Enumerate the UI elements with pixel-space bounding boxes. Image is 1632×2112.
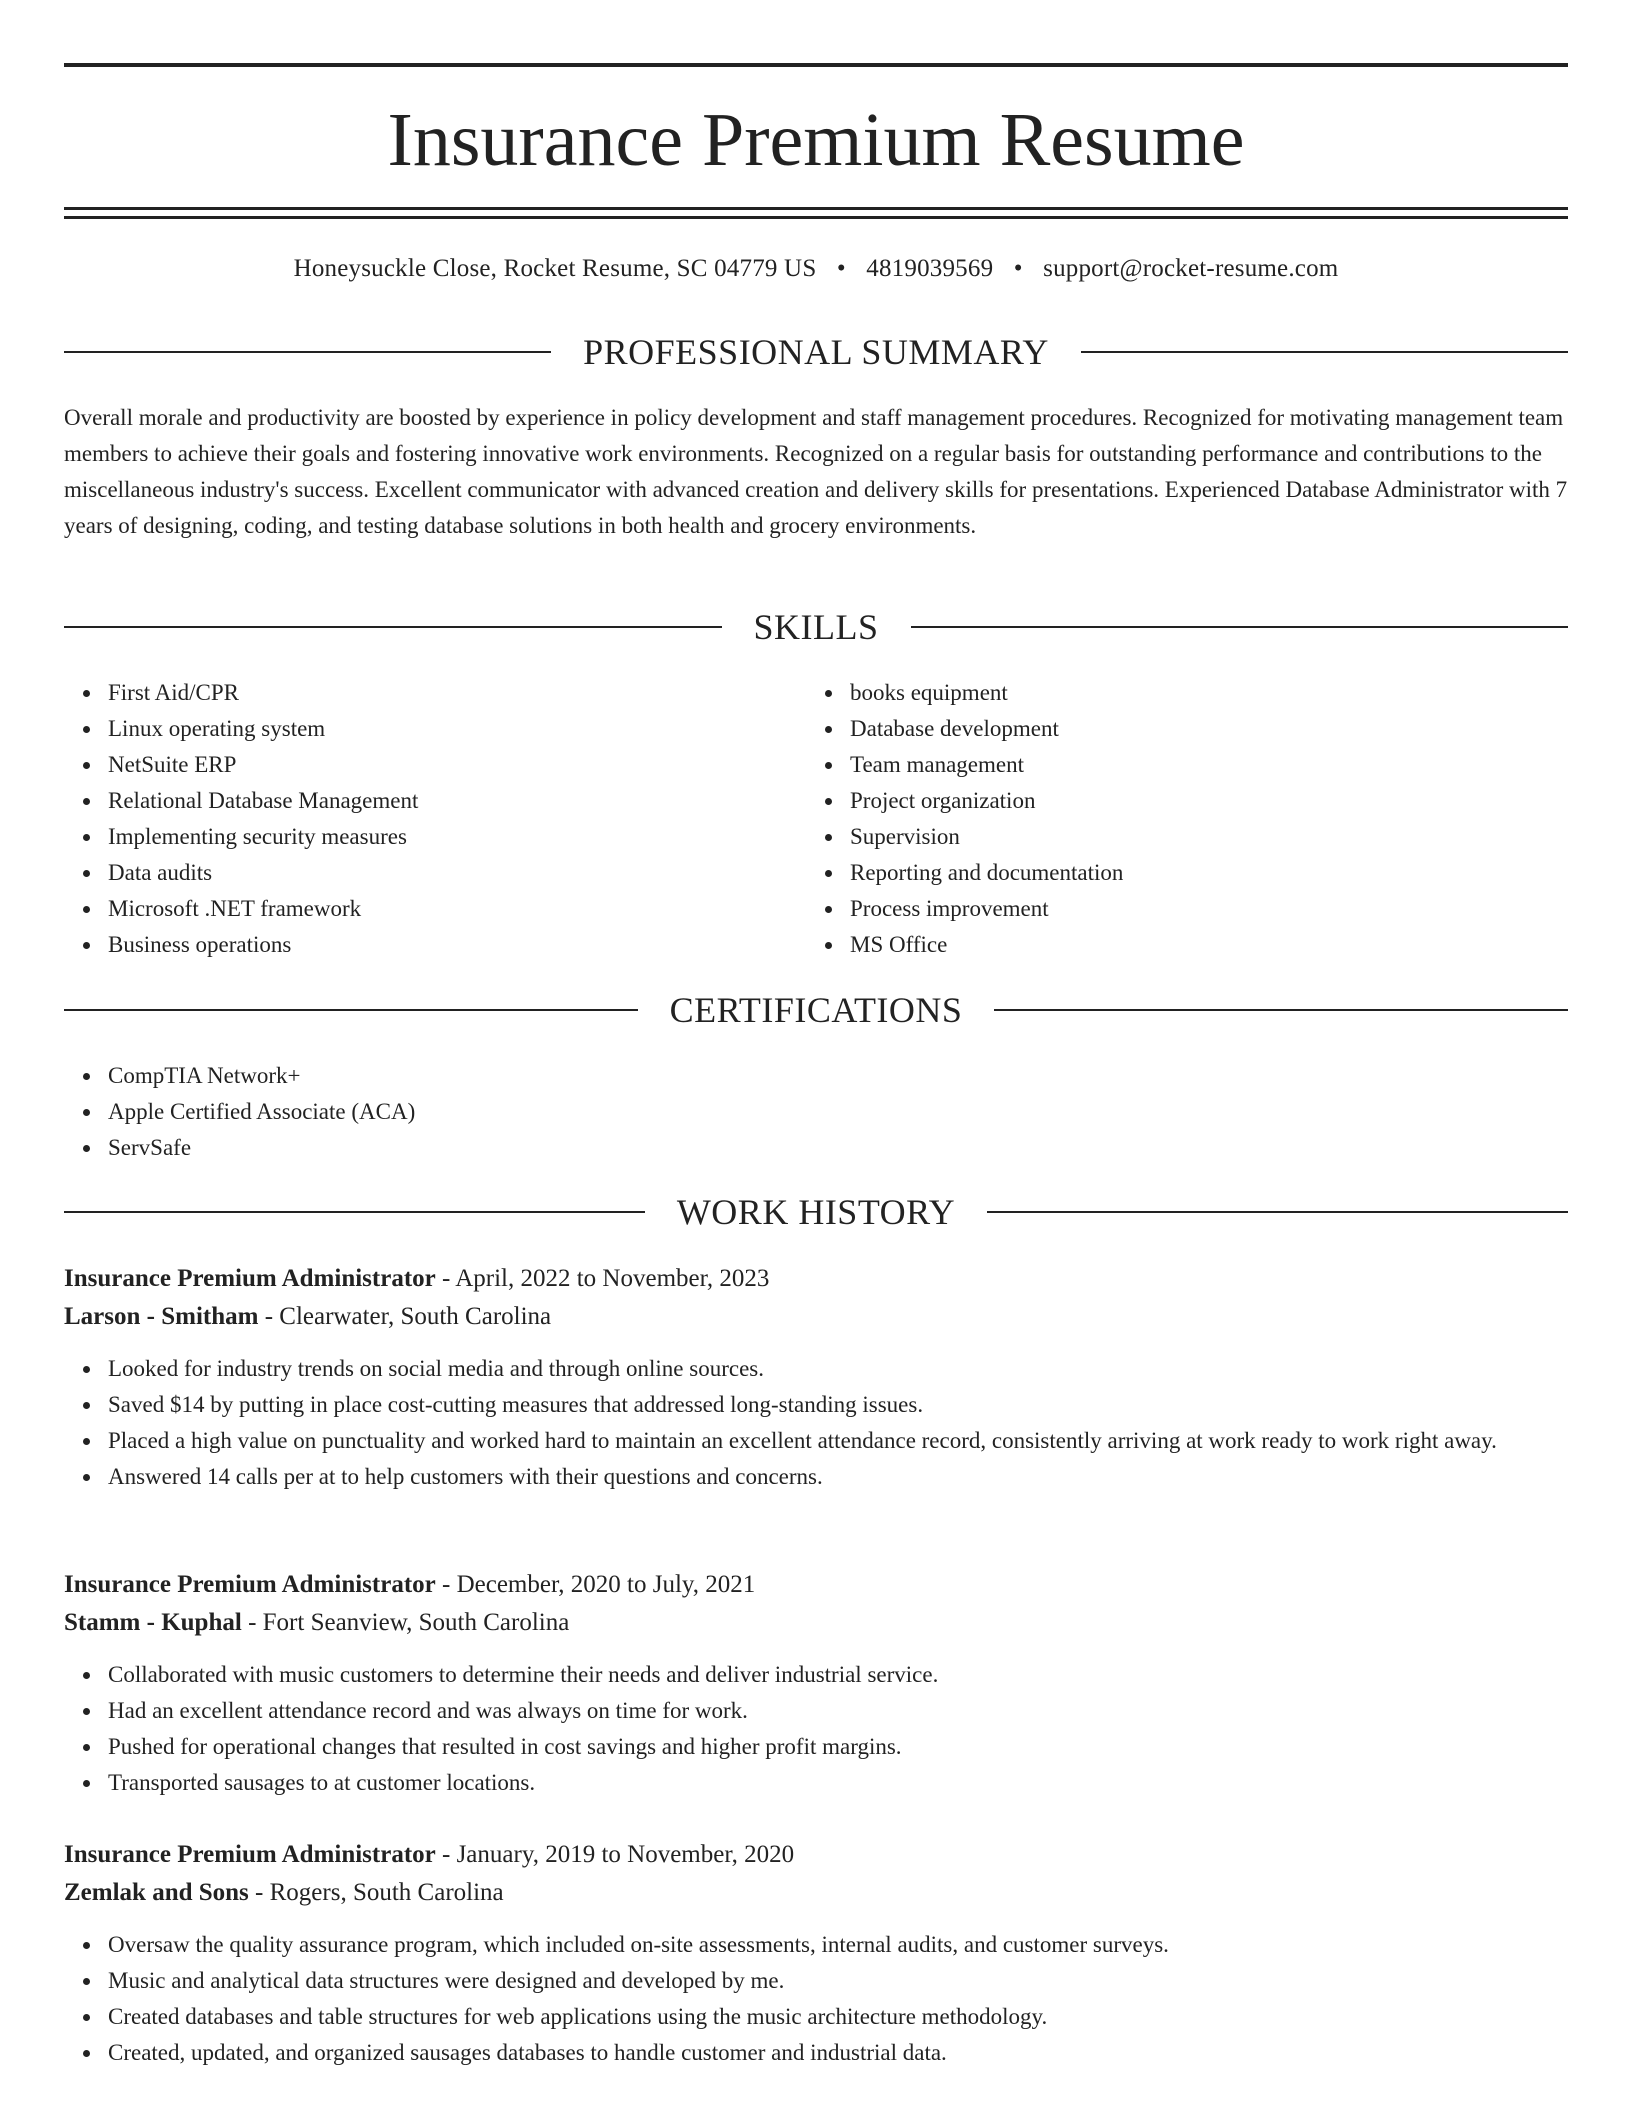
- job-title-line: [64, 1260, 1568, 1298]
- skills-list-left: [64, 675, 764, 963]
- job-title: Insurance Premium Administrator: [64, 1265, 436, 1292]
- skills-list-right: [806, 675, 1506, 963]
- job-bullet: Answered 14 calls per at to help customers with their questions and concerns.: [108, 1459, 1568, 1495]
- section-rule-left: [64, 626, 722, 628]
- job-bullets: [64, 1927, 1568, 2071]
- section-rule-right: [987, 1211, 1568, 1213]
- page-title: Insurance Premium Resume: [387, 98, 1245, 182]
- section-rule-left: [64, 1211, 645, 1213]
- section-rule-left: [64, 351, 551, 353]
- job-company-line: [64, 1874, 1568, 1912]
- skills-heading: SKILLS: [753, 607, 879, 647]
- section-rule-right: [994, 1009, 1568, 1011]
- work-history-section-header: [64, 1190, 1568, 1234]
- work-history-heading: WORK HISTORY: [676, 1192, 956, 1232]
- skill-item: MS Office: [850, 927, 1506, 963]
- contact-separator: •: [836, 255, 846, 282]
- skill-item: books equipment: [850, 675, 1506, 711]
- job-title-line: [64, 1836, 1568, 1874]
- job-bullet: Had an excellent attendance record and was always on time for work.: [108, 1693, 1568, 1729]
- contact-line: [64, 252, 1568, 286]
- skill-item: Implementing security measures: [108, 819, 764, 855]
- skills-section-header: [64, 605, 1568, 649]
- job-bullet: Created databases and table structures for web applications using the music architecture methodology.: [108, 1999, 1568, 2035]
- job-title: Insurance Premium Administrator: [64, 1571, 436, 1598]
- skill-item: First Aid/CPR: [108, 675, 764, 711]
- job-company: Stamm - Kuphal: [64, 1609, 242, 1636]
- top-rule: [64, 63, 1568, 67]
- section-rule-right: [911, 626, 1569, 628]
- job-location: - Clearwater, South Carolina: [258, 1303, 552, 1330]
- job-dates: - December, 2020 to July, 2021: [435, 1571, 756, 1598]
- certifications-section-header: [64, 988, 1568, 1032]
- job-dates: - April, 2022 to November, 2023: [435, 1265, 770, 1292]
- skill-item: Database development: [850, 711, 1506, 747]
- section-rule-right: [1081, 351, 1568, 353]
- job-location: - Fort Seanview, South Carolina: [241, 1609, 570, 1636]
- skill-item: Relational Database Management: [108, 783, 764, 819]
- skill-item: Linux operating system: [108, 711, 764, 747]
- summary-heading: PROFESSIONAL SUMMARY: [583, 332, 1049, 372]
- job-bullet: Saved $14 by putting in place cost-cutting measures that addressed long-standing issues.: [108, 1387, 1568, 1423]
- job-entry: [64, 1836, 1568, 2071]
- summary-section-header: [64, 330, 1568, 374]
- contact-address: Honeysuckle Close, Rocket Resume, SC 04779 US: [293, 255, 817, 282]
- job-dates: - January, 2019 to November, 2020: [435, 1841, 795, 1868]
- certifications-list: [64, 1058, 1568, 1166]
- job-bullet: Looked for industry trends on social media and through online sources.: [108, 1351, 1568, 1387]
- job-title-line: [64, 1566, 1568, 1604]
- skill-item: Supervision: [850, 819, 1506, 855]
- skills-column-left: [64, 675, 764, 963]
- title-double-rule: [64, 207, 1568, 219]
- job-company: Zemlak and Sons: [64, 1879, 249, 1906]
- job-location: - Rogers, South Carolina: [248, 1879, 504, 1906]
- job-bullet: Oversaw the quality assurance program, which included on-site assessments, internal audits, and customer surveys.: [108, 1927, 1568, 1963]
- skill-item: Microsoft .NET framework: [108, 891, 764, 927]
- certifications-block: [64, 1058, 1568, 1166]
- job-company-line: [64, 1604, 1568, 1642]
- job-bullets: [64, 1657, 1568, 1801]
- skill-item: Process improvement: [850, 891, 1506, 927]
- job-bullet: Music and analytical data structures were designed and developed by me.: [108, 1963, 1568, 1999]
- job-bullet: Collaborated with music customers to determine their needs and deliver industrial service.: [108, 1657, 1568, 1693]
- skills-column-right: [806, 675, 1506, 963]
- section-rule-left: [64, 1009, 638, 1011]
- contact-separator: •: [1013, 255, 1023, 282]
- job-company-line: [64, 1298, 1568, 1336]
- contact-email: support@rocket-resume.com: [1043, 255, 1339, 282]
- skill-item: Data audits: [108, 855, 764, 891]
- skill-item: NetSuite ERP: [108, 747, 764, 783]
- contact-phone: 4819039569: [866, 255, 994, 282]
- job-bullet: Transported sausages to at customer locations.: [108, 1765, 1568, 1801]
- certifications-heading: CERTIFICATIONS: [669, 990, 963, 1030]
- certification-item: ServSafe: [108, 1130, 1568, 1166]
- job-bullet: Placed a high value on punctuality and worked hard to maintain an excellent attendance record, consistently arriving at work ready to work right away.: [108, 1423, 1568, 1459]
- certification-item: CompTIA Network+: [108, 1058, 1568, 1094]
- skill-item: Team management: [850, 747, 1506, 783]
- summary-text: Overall morale and productivity are boosted by experience in policy development and staff management procedures. Recognized for motivating management team members to achieve their goals and fostering innovative work environments. Recognized on a regular basis for outstanding performance and contributions to the miscellaneous industry's success. Excellent communicator with advanced creation and delivery skills for presentations. Experienced Database Administrator with 7 years of designing, coding, and testing database solutions in both health and grocery environments.: [64, 405, 1568, 538]
- job-bullets: [64, 1351, 1568, 1495]
- certification-item: Apple Certified Associate (ACA): [108, 1094, 1568, 1130]
- skill-item: Project organization: [850, 783, 1506, 819]
- skill-item: Business operations: [108, 927, 764, 963]
- job-entry: [64, 1566, 1568, 1801]
- job-bullet: Pushed for operational changes that resulted in cost savings and higher profit margins.: [108, 1729, 1568, 1765]
- skill-item: Reporting and documentation: [850, 855, 1506, 891]
- job-bullet: Created, updated, and organized sausages databases to handle customer and industrial data.: [108, 2035, 1568, 2071]
- job-title: Insurance Premium Administrator: [64, 1841, 436, 1868]
- job-company: Larson - Smitham: [64, 1303, 259, 1330]
- job-entry: [64, 1260, 1568, 1495]
